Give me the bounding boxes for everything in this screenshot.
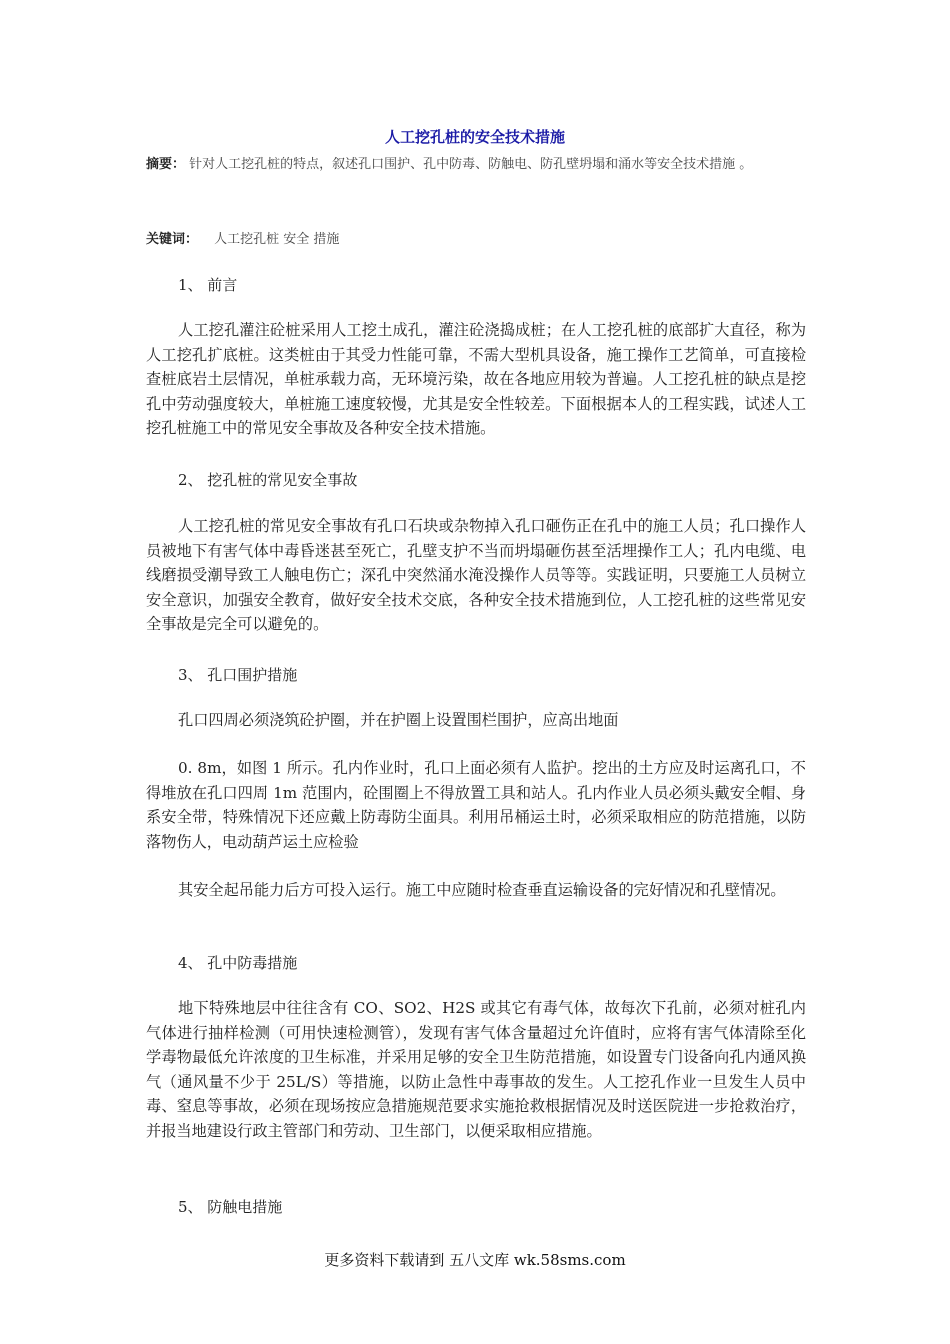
section-heading-2: 2、 挖孔桩的常见安全事故 [178, 471, 358, 489]
paragraph-protection-2: 0. 8m，如图 1 所示。孔内作业时，孔口上面必须有人监护。挖出的土方应及时运离孔口，不得堆放在孔口四周 1m 范围内，砼围圈上不得放置工具和站人。孔内作业人员必须头戴安全帽、身系安全带，特殊情况下还应戴上防毒防尘面具。利用吊桶运土时，必须采取相应的防范措施，以防落物伤人，电动葫芦运土应检验 [146, 759, 806, 851]
paragraph-common-accidents: 人工挖孔桩的常见安全事故有孔口石块或杂物掉入孔口砸伤正在孔中的施工人员；孔口操作人员被地下有害气体中毒昏迷甚至死亡，孔壁支护不当而坍塌砸伤甚至活埋操作工人；孔内电缆、电线磨损受潮导致工人触电伤亡；深孔中突然涌水淹没操作人员等等。实践证明，只要施工人员树立安全意识，加强安全教育，做好安全技术交底，各种安全技术措施到位，人工挖孔桩的这些常见安全事故是完全可以避免的。 [146, 517, 806, 634]
keywords-text: 人工挖孔桩 安全 措施 [214, 232, 340, 247]
page-title: 人工挖孔桩的安全技术措施 [384, 128, 565, 146]
abstract-label: 摘要： [146, 157, 186, 172]
abstract [146, 153, 826, 172]
paragraph-anti-poison: 地下特殊地层中往往含有 CO、SO2、H2S 或其它有毒气体，故每次下孔前，必须对桩孔内气体进行抽样检测（可用快速检测管），发现有害气体含量超过允许值时，应将有害气体清除至化学毒物最低允许浓度的卫生标准，并采用足够的安全卫生防范措施，如设置专门设备向孔内通风换气（通风量不少于 25L/S）等措施，以防止急性中毒事故的发生。人工挖孔作业一旦发生人员中毒、窒息等事故，必须在现场按应急措施规范要求实施抢救根据情况及时送医院进一步抢救治疗，并报当地建设行政主管部门和劳动、卫生部门，以便采取相应措施。 [146, 999, 806, 1140]
keywords-label: 关键词： [146, 232, 199, 247]
paragraph-introduction: 人工挖孔灌注砼桩采用人工挖土成孔，灌注砼浇捣成桩；在人工挖孔桩的底部扩大直径，称为人工挖孔扩底桩。这类桩由于其受力性能可靠，不需大型机具设备，施工操作工艺简单，可直接检查桩底岩土层情况，单桩承载力高，无环境污染，故在各地应用较为普遍。人工挖孔桩的缺点是挖孔中劳动强度较大，单桩施工速度较慢，尤其是安全性较差。下面根据本人的工程实践，试述人工挖孔桩施工中的常见安全事故及各种安全技术措施。 [146, 321, 806, 438]
paragraph-protection-1: 孔口四周必须浇筑砼护圈，并在护圈上设置围栏围护，应高出地面 [178, 711, 619, 729]
footer-link[interactable]: 更多资料下载请到 五八文库 wk.58sms.com [324, 1251, 626, 1269]
section-heading-5: 5、 防触电措施 [178, 1198, 283, 1216]
section-heading-1: 1、 前言 [178, 276, 238, 294]
section-heading-3: 3、 孔口围护措施 [178, 666, 298, 684]
paragraph-protection-3: 其安全起吊能力后方可投入运行。施工中应随时检查垂直运输设备的完好情况和孔壁情况。 [178, 881, 786, 899]
abstract-text: 针对人工挖孔桩的特点，叙述孔口围护、孔中防毒、防触电、防孔壁坍塌和涌水等安全技术措施 。 [189, 157, 753, 172]
keywords [146, 228, 826, 247]
section-heading-4: 4、 孔中防毒措施 [178, 954, 298, 972]
